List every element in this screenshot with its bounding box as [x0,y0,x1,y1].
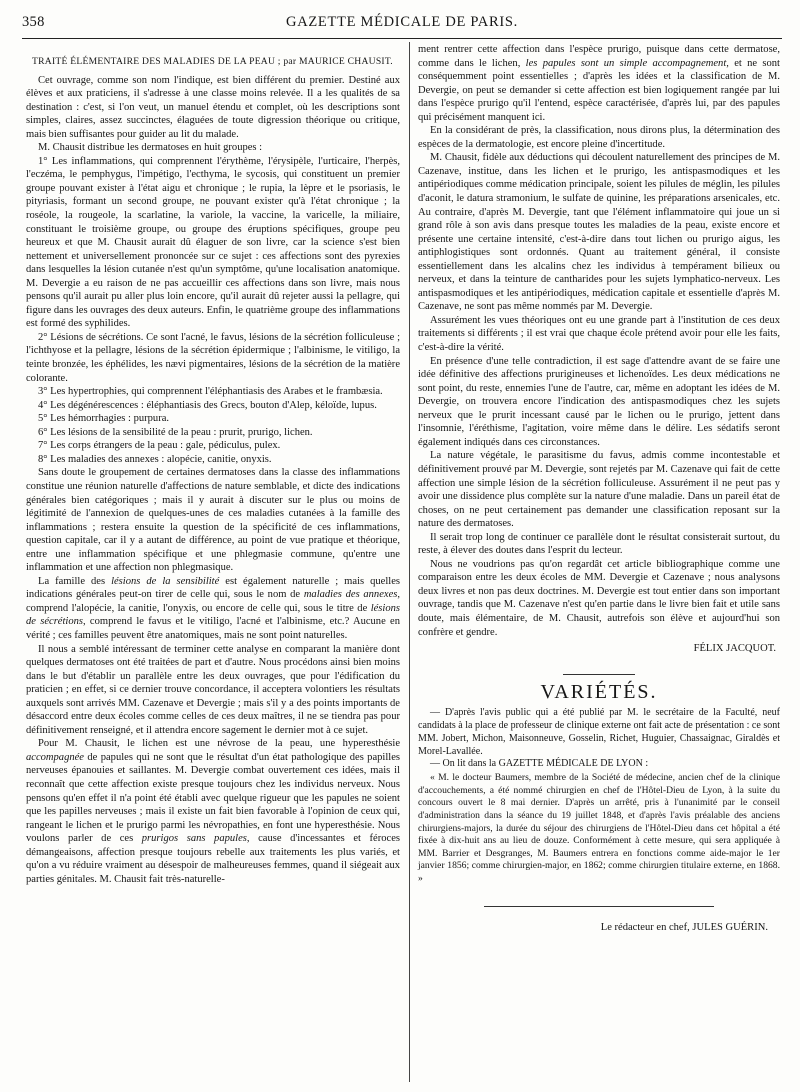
page-number: 358 [22,14,45,30]
paragraph: — On lit dans la GAZETTE MÉDICALE DE LYON : [430,758,649,770]
page-header [22,14,782,36]
right-column [418,43,780,935]
paragraph: La famille des lésions de la sensibilité est également naturelle ; mais quelles indications générales peut-on tirer de celle qui, sous le nom de maladies des annexes, comprend l'alopécie, la canitie, l'onyxis, ou encore de celle qui, sous le titre de lésions de sécrétions, comprend le favus et le vitiligo, l'acné et l'albinisme, etc.? Aucune en vérité ; ces familles peuvent être anatomiques, mais ne sont point naturelles. [26,575,400,641]
paragraph: Nous ne voudrions pas qu'on regardât cet article bibliographique comme une comparaison entre les deux écoles de MM. Devergie et Cazenave ; nous analysons deux livres et non pas deux doctrines. M. Devergie est tout entier dans son important ouvrage, tandis que M. Cazenave n'est qu'en partie dans le livre bien fait et utile sans doute, mais élémentaire, de M. Chausit, autrefois son élève et aujourd'hui son confrère et gendre. [418,558,780,638]
list-item: 4° Les dégénérescences : éléphantiasis des Grecs, bouton d'Alep, kéloïde, lupus. [38,399,377,411]
paragraph: Il serait trop long de continuer ce parallèle dont le résultat consisterait surtout, du reste, à élever des doutes dans l'esprit du lecteur. [418,531,780,557]
journal-title: GAZETTE MÉDICALE DE PARIS. [286,14,518,30]
quotation: « M. le docteur Baumers, membre de la Société de médecine, ancien chef de la clinique d'accouchements, a été nommé chirurgien en chef de l'Hôtel-Dieu de Lyon, à la suite du concours ouvert le 8 mai dernier. D'après un arrêté, pris à l'unanimité par le conseil d'administration dans la séance du 19 juillet 1848, et d'après l'avis préalable des anciens chirurgiens-majors, la durée du séjour des chirurgiens de l'Hôtel-Dieu dans cet hôpital a été fixée à dix-huit ans au lieu de douze. Conformément à cette mesure, qui sera appliquée à MM. Barrier et Desgranges, M. Baumers entrera en fonctions comme aide-major le 1er janvier 1856; comme chirurgien-major, en 1862; comme chirurgien titulaire externe, en 1868. » [418,772,780,884]
list-item: 7° Les corps étrangers de la peau : gale, pédiculus, pulex. [38,440,281,452]
header-rule [22,38,782,39]
list-item: 3° Les hypertrophies, qui comprennent l'éléphantiasis des Arabes et le frambæsia. [38,386,383,398]
section-title-varietes: VARIÉTÉS. [540,680,658,703]
news-item [418,707,780,758]
paragraph: Cet ouvrage, comme son nom l'indique, est bien différent du premier. Destiné aux élèves et aux praticiens, il s'adresse à une classe moins relevée. Il a les qualités de sa destination : c'est, si l'on veut, un manuel étendu et complet, où les descriptions sont simples, claires, assez succinctes, élaguées de toute digression théorique ou critique, mais bien suffisantes pour guider au lit du malade. [26,74,400,140]
paragraph: M. Chausit, fidèle aux déductions qui découlent naturellement des principes de M. Cazenave, institue, dans les lichen et le prurigo, les antispasmodiques et les antipériodiques comme médication principale, soient les pilules de méglin, les pilules d'aconit, le datura stramonium, le sulfate de quinine, les préparations arsenicales, etc. Au contraire, d'après M. Devergie, tant que l'élément inflammatoire qui joue un si grand rôle à son avis dans presque toutes les maladies de la peau, existe encore et présente une certaine intensité, c'est-à-dire dans tout lichen ou prurigo aigus, les antiphlogistiques sont ordonnés. Quant au traitement général, il consiste essentiellement dans les alcalins chez les individus à tempérament bilieux ou nerveux, et dans la teinture de cantharides pour les sujets lymphatico-nerveux. Les antispasmodiques et les antipériodiques, médication capitale et essentielle d'après M. Cazenave, ne sont pas même nommés par M. Devergie. [418,152,780,313]
list-item: 5° Les hémorrhagies : purpura. [38,413,170,425]
paragraph: ment rentrer cette affection dans l'espèce prurigo, puisque dans cette dermatose, comme dans le lichen, les papules sont un simple accompagnement, et ne sont conséquemment point essentielles ; d'après les idées et la classification de M. Devergie, on peut se demander si cette affection est bien logiquement rangée par lui dans l'espèce prurigo qu'il l'entend, espèce caractérisée, d'après lui, par des papules qui précisément manquent ici. [418,44,780,123]
author-signature: FÉLIX JACQUOT. [693,643,776,655]
editor-signature: Le rédacteur en chef, JULES GUÉRIN. [600,922,768,934]
list-item: 8° Les maladies des annexes : alopécie, canitie, onyxis. [38,453,272,465]
column-divider [409,42,410,1082]
paragraph: En présence d'une telle contradiction, il est sage d'attendre avant de se faire une idée définitive des affections prurigineuses et lichenoïdes. Les deux médications ne sont point, du reste, ennemies l'une de l'autre, car, même en adoptant les idées de M. Devergie, on trouvera encore l'indication des antispasmodiques chez les sujets nerveux que le prurit incessant causé par le lichen ou le prurigo, jettent dans l'insomnie, l'éréthisme, l'agitation, voire même dans le délire. Les sédatifs seront également indiqués dans ces circonstances. [418,355,780,448]
paragraph: Sans doute le groupement de certaines dermatoses dans la classe des inflammations constitue une réunion naturelle d'affections de nature semblable, et dicte des indications générales bien catégoriques ; mais il y aurait à discuter sur le plus ou moins de légitimité de l'annexion de quelques-unes de ces maladies cutanées à la famille des inflammations ; restera ensuite la question de la spécificité de ces inflammations, question capitale, car il y a autant de différence, au point de vue pratique et théorique, entre une inflammation spécifique et une phlegmasie commune, qu'entre une inflammation et une affection non phlegmasique. [26,467,400,574]
paragraph: En la considérant de près, la classification, nous dirons plus, la détermination des espèces de la dermatologie, est encore pleine d'incertitude. [418,125,780,150]
list-item: 1° Les inflammations, qui comprennent l'érythème, l'érysipèle, l'urticaire, l'herpès, l'eczéma, le pemphygus, l'impétigo, l'ecthyma, le sycosis, qui constituent un premier groupe pouvant exister à l'état aigu et chronique ; le rupia, la lèpre et le psoriasis, le pityriasis, formant un second groupe, ne pouvant exister qu'à l'état chronique ; la roséole, la rougeole, la scarlatine, la variole, la vaccine, la varicelle, la miliaire, constituant le troisième groupe, ou groupe des éruptions spécifiques, groupe peu heureux et que M. Chausit aurait dû élaguer de son livre, car la science s'est bien nettement et universellement prononcée sur ce sujet : ces affections sont des pyrexies dans lesquelles la lésion cutanée n'est qu'un symptôme, qu'une localisation anatomique. M. Devergie a eu raison de ne pas accueillir ces affections dans son livre, mais nous pensons qu'il aurait pu aller plus loin encore, qu'il aurait dû rejeter aussi la pellagre, qui figure dans les ouvrages des deux auteurs. Enfin, le quatrième groupe des inflammations est formé des syphilides. [26,155,400,330]
paragraph: M. Chausit distribue les dermatoses en huit groupes : [38,142,263,154]
paragraph: — D'après l'avis public qui a été publié par M. le secrétaire de la Faculté, neuf candidats à la place de professeur de clinique externe ont fait acte de présentation : ce sont MM. Jobert, Michon, Maisonneuve, Gosselin, Richet, Huguier, Chassaignac, Giraldès et Morel-Lavallée. [418,707,780,757]
news-item [418,758,780,885]
paragraph: La nature végétale, le parasitisme du favus, admis comme incontestable et définitivement prouvé par M. Devergie, sont rejetés par M. Cazenave qui fait de cette affection une simple lésion de la sécrétion folliculeuse. Assurément il ne peut pas y avoir une dissidence plus complète sur la nature d'une maladie. Dans un pareil état de choses, on ne peut certainement pas demander une classification reposant sur la nature des dermatoses. [418,450,780,530]
paragraph: Il nous a semblé intéressant de terminer cette analyse en comparant la manière dont quelques dermatoses ont été traitées de part et d'autre. Nous procédons ainsi bien moins dans le but d'établir un parallèle entre les deux ouvrages, que pour l'édification du praticien ; en effet, si ce dernier trouve concordance, il acceptera volontiers les résultats auxquels sont arrivés MM. Cazenave et Devergie ; mais s'il y a des points importants de désaccord entre deux écoles comme celles de ces deux maîtres, il ne se tiendra pas pour définitivement renseigné, et il attendra encore sagement le dernier mot à ce sujet. [26,643,400,736]
list-item: 2° Lésions de sécrétions. Ce sont l'acné, le favus, lésions de la sécrétion folliculeuse ; l'ichthyose et la pellagre, lésions de la sécrétion épidermique ; l'albinisme, le vitiligo, la teinte bronzée, les éphélides, les nævi pigmentaires, lésions de la sécrétion de la matière colorante. [26,331,400,384]
section-rule [484,906,714,907]
left-column [26,43,400,886]
section-rule [563,674,635,675]
paragraph: Pour M. Chausit, le lichen est une névrose de la peau, une hyperesthésie accompagnée de papules qui ne sont que le résultat d'un état pathologique des papilles nerveuses épanouies et saillantes. M. Devergie combat ouvertement ces idées, mais il reconnaît que cette affection existe presque toujours chez les individus nerveux. Nous pensons qu'en effet il n'a point été établi avec quelque rigueur que les papules ne soient que les papilles nerveuses ; mais il existe un fait bien favorable à l'opinion de ceux qui, rangeant le lichen et le prurigo parmi les névropathies, en font une hyperesthésie. Nous voulons parler de ces prurigos sans papules, cause d'incessantes et féroces démangeaisons, affection presque toujours rebelle aux traitements les plus variés, et qu'on a vu réduire vraiment au désespoir de malheureuses femmes, quand il siégeait aux parties génitales. M. Chausit fait très-naturelle- [26,738,400,885]
book-review-title: TRAITÉ ÉLÉMENTAIRE DES MALADIES DE LA PEAU ; par MAURICE CHAUSIT. [32,56,393,67]
list-item: 6° Les lésions de la sensibilité de la peau : prurit, prurigo, lichen. [38,426,313,438]
paragraph: Assurément les vues théoriques ont eu une grande part à l'institution de ces deux traitements si différents ; il est vrai que chaque école prétend avoir pour elle les faits, c'est-à-dire la vérité. [418,314,780,354]
